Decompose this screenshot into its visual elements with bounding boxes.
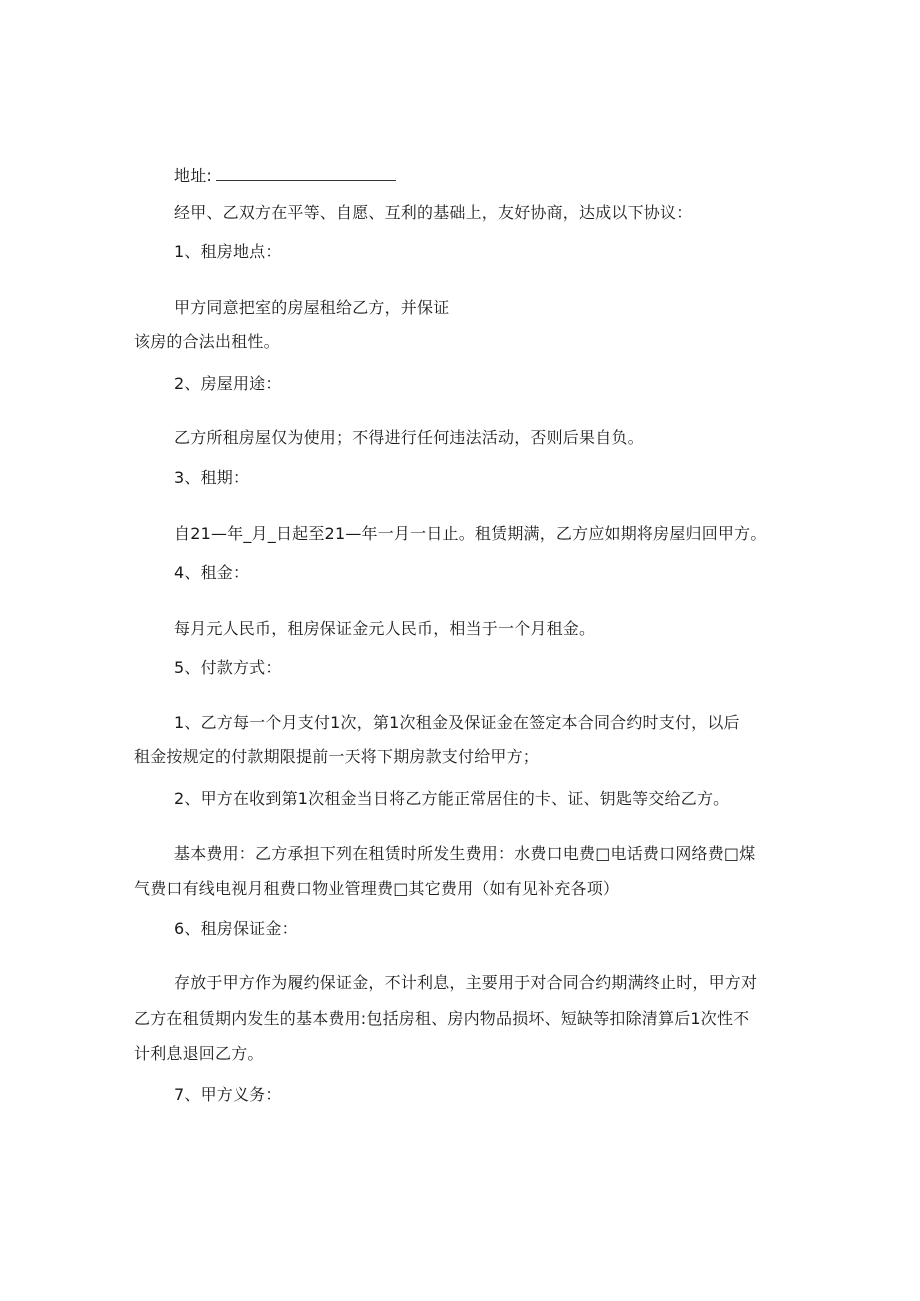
section-3-text: 自21—年_月_日起至21—年一月一日止。租赁期满，乙方应如期将房屋归回甲方。 — [174, 524, 767, 543]
address-blank — [216, 166, 396, 181]
address-label: 地址: — [174, 166, 212, 185]
section-6-text-3: 计利息退回乙方。 — [134, 1044, 264, 1063]
section-5-item-1-b: 租金按规定的付款期限提前一天将下期房款支付给甲方； — [134, 747, 540, 766]
section-6-text-2: 乙方在租赁期内发生的基本费用:包括房租、房内物品损坏、短缺等扣除清算后1次性不 — [134, 1009, 750, 1028]
section-3-heading: 3、租期： — [174, 468, 250, 487]
section-7-heading: 7、甲方义务： — [174, 1085, 282, 1104]
section-6-heading: 6、租房保证金： — [174, 919, 298, 938]
fees-text-b: 气费口有线电视月租费口物业管理费□其它费用（如有见补充各项） — [134, 879, 620, 898]
section-1-heading: 1、租房地点： — [174, 242, 282, 261]
fees-text-a: 基本费用：乙方承担下列在租赁时所发生费用：水费口电费□电话费口网络费□煤 — [174, 844, 756, 863]
section-5-item-2: 2、甲方在收到第1次租金当日将乙方能正常居住的卡、证、钥匙等交给乙方。 — [174, 789, 730, 808]
intro-text: 经甲、乙双方在平等、自愿、互利的基础上，友好协商，达成以下协议： — [174, 203, 693, 222]
section-2-heading: 2、房屋用途： — [174, 374, 282, 393]
section-6-text-1: 存放于甲方作为履约保证金，不计利息，主要用于对合同合约期满终止时，甲方对 — [174, 973, 758, 992]
section-1-text-2: 该房的合法出租性。 — [134, 332, 280, 351]
section-5-heading: 5、付款方式： — [174, 658, 282, 677]
address-line — [174, 166, 396, 186]
section-5-item-1-a: 1、乙方每一个月支付1次，第1次租金及保证金在签定本合同合约时支付，以后 — [174, 713, 740, 732]
section-4-heading: 4、租金： — [174, 563, 250, 582]
section-4-text: 每月元人民币，租房保证金元人民币，相当于一个月租金。 — [174, 619, 596, 638]
section-1-text-1: 甲方同意把室的房屋租给乙方，并保证 — [174, 298, 450, 317]
section-2-text: 乙方所租房屋仅为使用；不得进行任何违法活动，否则后果自负。 — [174, 428, 644, 447]
